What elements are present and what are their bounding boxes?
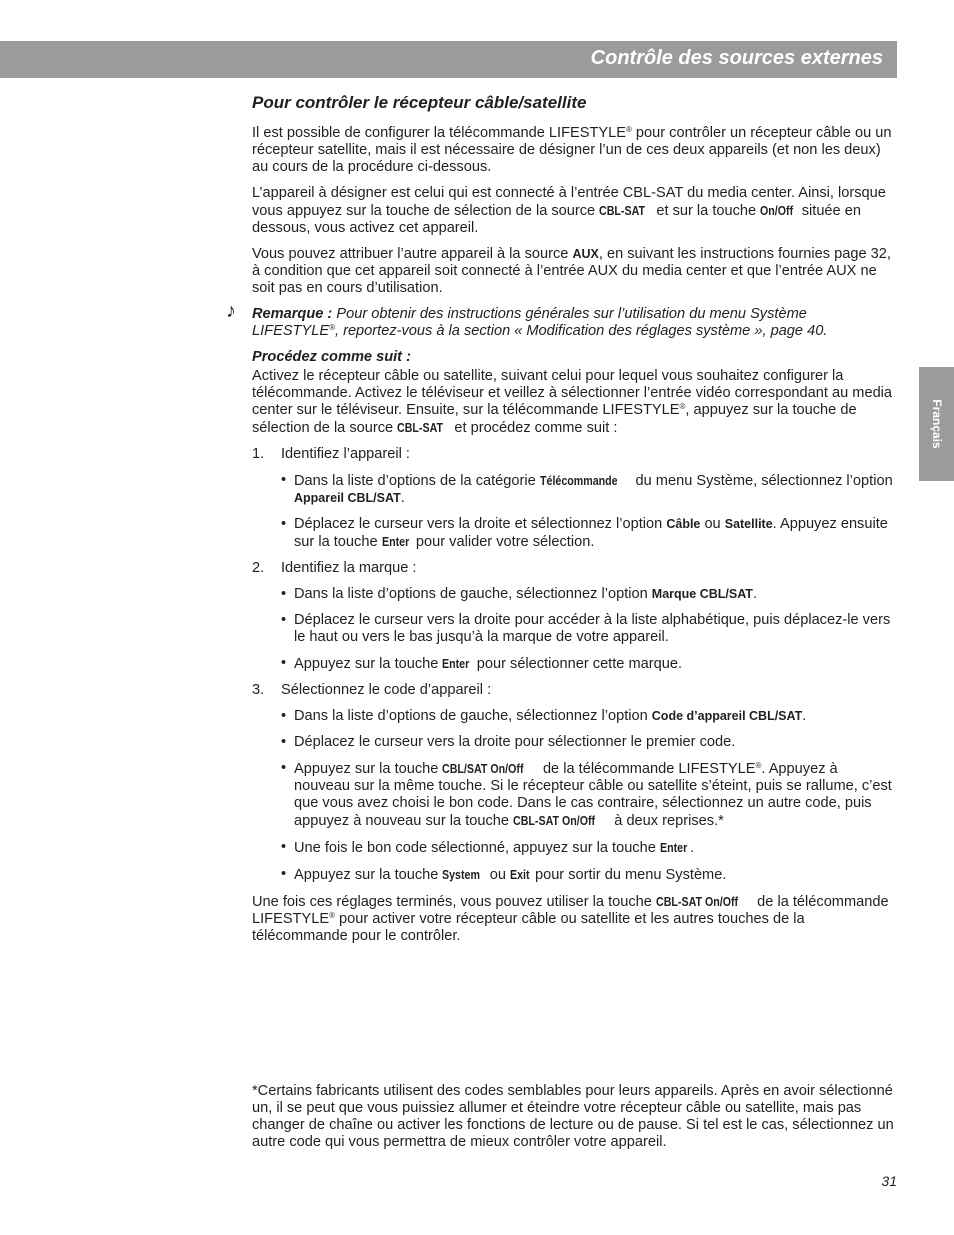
key-label: CBL-SAT xyxy=(599,203,646,218)
page-title: Contrôle des sources externes xyxy=(590,47,883,69)
procedure-heading: Procédez comme suit : xyxy=(252,349,411,365)
step-3-bullet-2: • Déplacez le curseur vers la droite pour sélectionner le premier code. xyxy=(281,734,736,750)
paragraph-aux: Vous pouvez attribuer l’autre appareil à la source AUX, en suivant les instructions fournies page 32, à condition que cet appareil soit connecté à l’entrée AUX du media center et que l’entrée AUX ne soit pas en cours d’utilisation. xyxy=(252,246,891,296)
page-number: 31 xyxy=(881,1173,897,1189)
paragraph-conclusion: Une fois ces réglages terminés, vous pouvez utiliser la touche CBL-SAT On/Off de la télécommande LIFESTYLE® pour activer votre récepteur câble ou satellite et les autres touches de la télécommande pour le contrôler. xyxy=(252,894,889,944)
step-2-bullet-3: • Appuyez sur la touche Enter pour sélectionner cette marque. xyxy=(281,655,682,672)
note-label: Remarque : xyxy=(252,306,333,322)
key-label: On/Off xyxy=(760,203,794,218)
note: ♪ Remarque : Pour obtenir des instructions générales sur l’utilisation du menu Système LIFESTYLE®, reportez-vous à la section « Modification des réglages système », page 40. xyxy=(226,300,828,339)
step-3-bullet-5: • Appuyez sur la touche System ou Exit pour sortir du menu Système. xyxy=(281,866,727,883)
key-label: CBL-SAT xyxy=(397,420,444,435)
step-1-bullet-2: • Déplacez le curseur vers la droite et sélectionnez l’option Câble ou Satellite. Appuyez ensuite sur la touche Enter pour valider votre sélection. xyxy=(281,516,888,550)
paragraph-designation: L’appareil à désigner est celui qui est connecté à l’entrée CBL-SAT du media center. Ainsi, lorsque vous appuyez sur la touche de sélection de la source CBL-SAT et sur la touche On/Off située en dessous, vous activez cet appareil. xyxy=(252,185,886,236)
music-note-icon: ♪ xyxy=(226,300,236,322)
step-2: 2. Identifiez la marque : xyxy=(252,560,417,576)
language-tab xyxy=(919,367,954,481)
step-2-bullet-2: • Déplacez le curseur vers la droite pour accéder à la liste alphabétique, puis déplacez-le vers le haut ou vers le bas jusqu’à la marque de votre appareil. xyxy=(281,612,891,645)
footnote: *Certains fabricants utilisent des codes semblables pour leurs appareils. Après en avoir sélectionné un, il se peut que vous puissiez allumer et éteindre votre récepteur câble ou satellite, mais pas changer de chaîne ou activer les fonctions de lecture ou de pause. Si tel est le cas, sélectionnez un autre code qui vous permettra de mieux contrôler votre appareil. xyxy=(252,1083,894,1150)
main-content xyxy=(226,92,897,954)
header-bar xyxy=(0,41,897,78)
step-1: 1. Identifiez l’appareil : xyxy=(252,446,410,462)
key-label: CBL-SAT On/Off xyxy=(655,894,739,909)
step-3: 3. Sélectionnez le code d’appareil : xyxy=(252,682,492,698)
step-2-bullet-1: • Dans la liste d’options de gauche, sélectionnez l’option Marque CBL/SAT. xyxy=(281,586,758,602)
step-1-bullet-1: • Dans la liste d’options de la catégorie Télécommande du menu Système, sélectionnez l’option Appareil CBL/SAT. xyxy=(281,472,893,506)
section-title: Pour contrôler le récepteur câble/satellite xyxy=(252,93,587,112)
paragraph-activation: Activez le récepteur câble ou satellite, suivant celui pour lequel vous souhaitez configurer la télécommande. Activez le téléviseur et veillez à sélectionner l’entrée vidéo correspondant au media center sur le téléviseur. Ensuite, sur la télécommande LIFESTYLE®, appuyez sur la touche de sélection de la source CBL-SAT et procédez comme suit : xyxy=(252,368,893,436)
step-3-bullet-4: • Une fois le bon code sélectionné, appuyez sur la touche Enter . xyxy=(281,839,695,856)
language-tab-label: Français xyxy=(929,399,944,449)
step-3-bullet-1: • Dans la liste d’options de gauche, sélectionnez l’option Code d’appareil CBL/SAT. xyxy=(281,708,807,724)
key-label: AUX xyxy=(572,247,599,261)
paragraph-intro: Il est possible de configurer la télécommande LIFESTYLE® pour contrôler un récepteur câble ou un récepteur satellite, mais il est nécessaire de désigner l’un de ces deux appareils (et non les deux) au cours de la procédure ci-dessous. xyxy=(252,125,892,175)
step-3-bullet-3: • Appuyez sur la touche CBL/SAT On/Off de la télécommande LIFESTYLE®. Appuyez à nouveau sur la même touche. Si le récepteur câble ou satellite s’éteint, puis se rallume, c’est que vous avez choisi le bon code. Dans le cas contraire, sélectionnez un autre code, puis appuyez à nouveau sur la touche CBL-SAT On/Off à deux reprises.* xyxy=(281,760,892,829)
